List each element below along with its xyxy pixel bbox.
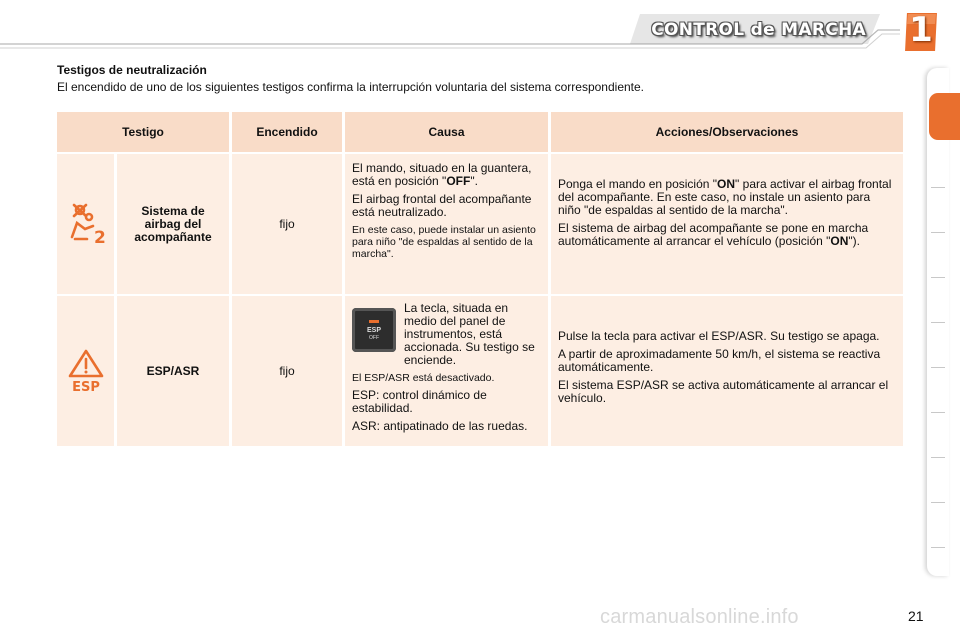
page-number: 21 (908, 608, 924, 624)
esp-button-led (369, 320, 379, 323)
off-keyword: OFF (446, 174, 471, 188)
on-keyword: ON (830, 234, 849, 248)
table-row-airbag-state: fijo (232, 154, 342, 294)
passenger-airbag-off-icon (63, 201, 109, 247)
column-header-causa: Causa (345, 112, 548, 152)
chapter-number: 1 (909, 10, 933, 50)
tab-divider (931, 232, 945, 233)
section-intro: El encendido de uno de los siguientes testigos confirma la interrupción voluntaria del sistema correspondiente. (57, 80, 645, 94)
column-header-testigo: Testigo (57, 112, 229, 152)
action-text: Ponga el mando en posición " (558, 177, 718, 191)
tab-divider (931, 457, 945, 458)
table-row-airbag-name: Sistema de airbag del acompañante (117, 154, 229, 294)
table-row-esp-name: ESP/ASR (117, 296, 229, 446)
cause-text: ". (470, 174, 478, 188)
table-row-esp-state: fijo (232, 296, 342, 446)
cause-text: ESP: control dinámico de estabilidad. (352, 388, 487, 415)
on-keyword: ON (717, 177, 736, 191)
cause-text: El mando, situado en la guantera, está en posición " (352, 161, 532, 188)
cause-note: En este caso, puede instalar un asiento para niño "de espaldas al sentido de la marcha". (352, 224, 536, 260)
action-text: El sistema de airbag del acompañante se pone en marcha automáticamente al arrancar el vehículo (posición " (558, 221, 869, 248)
esp-button-label: ESP (366, 326, 381, 334)
tab-divider (931, 367, 945, 368)
tab-divider (931, 322, 945, 323)
esp-button-label: OFF (369, 334, 379, 341)
tab-divider (931, 187, 945, 188)
table-row-esp-cause (345, 296, 548, 446)
action-text: A partir de aproximadamente 50 km/h, el sistema se reactiva automáticamente. (558, 347, 881, 374)
esp-off-button (352, 308, 396, 352)
column-header-encendido: Encendido (232, 112, 342, 152)
action-text: " para activar el airbag frontal del acompañante. En este caso, no instale un asiento para niño "de espaldas al sentido de la marcha". (558, 177, 892, 217)
table-row-airbag-actions (551, 154, 903, 294)
action-text: El sistema ESP/ASR se activa automáticamente al arrancar el vehículo. (558, 378, 889, 405)
page-title: CONTROL de MARCHA (651, 20, 866, 40)
action-text: Pulse la tecla para activar el ESP/ASR. Su testigo se apaga. (558, 329, 880, 343)
cause-text: La tecla, situada en medio del panel de instrumentos, está accionada. Su testigo se enciende. (404, 301, 535, 367)
svg-text:ESP: ESP (71, 380, 100, 394)
table-row-esp-actions (551, 296, 903, 446)
action-text: "). (848, 234, 860, 248)
cause-text: El airbag frontal del acompañante está neutralizado. (352, 192, 532, 219)
table-row-esp-icon-cell (57, 296, 114, 446)
table-row-airbag-cause (345, 154, 548, 294)
tab-divider (931, 412, 945, 413)
watermark: carmanualsonline.info (600, 606, 799, 628)
tab-divider (931, 547, 945, 548)
tab-divider (931, 277, 945, 278)
cause-text: El ESP/ASR está desactivado. (352, 372, 495, 384)
column-header-acciones: Acciones/Observaciones (551, 112, 903, 152)
section-title: Testigos de neutralización (57, 63, 207, 77)
chapter-tab-active (929, 93, 960, 140)
svg-text:2: 2 (93, 228, 106, 247)
tab-divider (931, 502, 945, 503)
table-row-airbag-icon-cell (57, 154, 114, 294)
esp-warning-icon (66, 348, 106, 394)
cause-text: ASR: antipatinado de las ruedas. (352, 419, 528, 433)
